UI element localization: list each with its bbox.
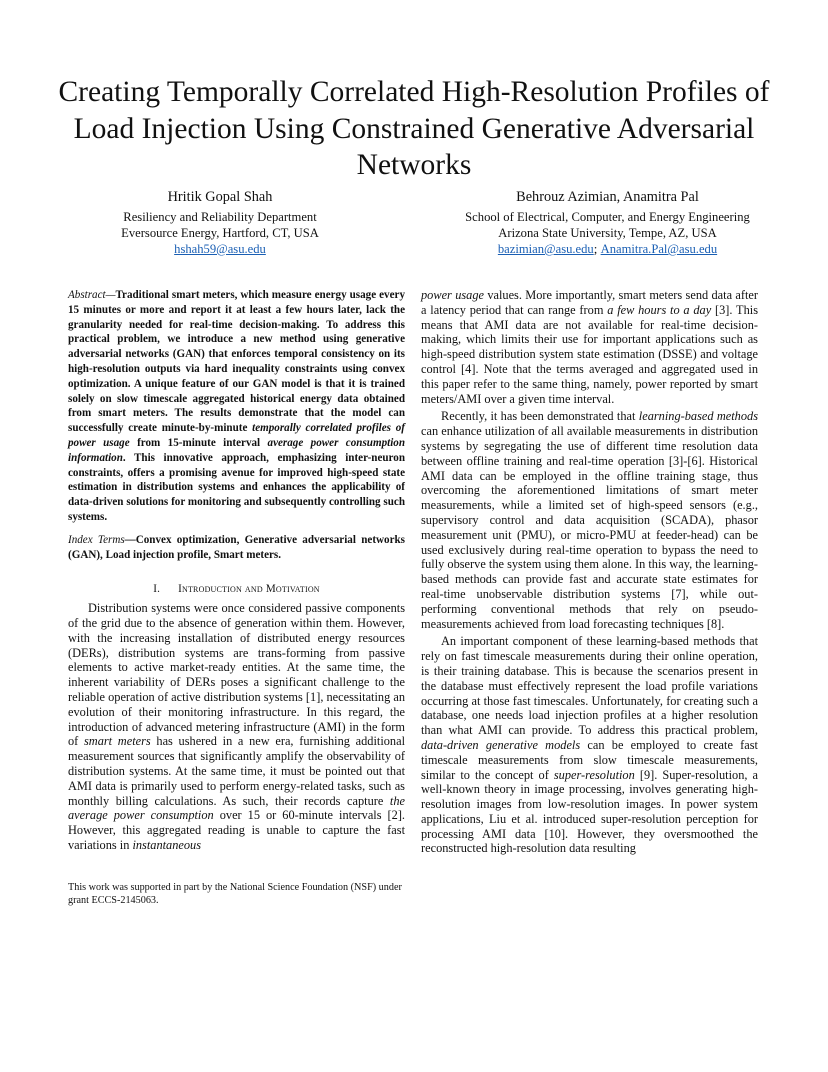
paragraph-emphasis: learning-based methods bbox=[638, 409, 758, 424]
abstract-text: . This innovative approach, emphasizing inter-neuron constraints, offers a promising avenue for improved high-speed state estimation in distribution systems and enhances the applicability of data-driven solutions for monitoring and subsequently controlling such systems. bbox=[68, 451, 405, 523]
paragraph-emphasis: the average power consumption bbox=[68, 793, 405, 823]
paragraph-text: [9]. Super-resolution, a well-known theory in image processing, involves generating high-resolution images from low-resolution images. In power system applications, Liu et al. introduced super-resolution perception for processing AMI data [10]. However, they oversmoothed the reconstructed high-resolution data resulting bbox=[421, 767, 758, 856]
index-terms-label: Index Terms bbox=[68, 533, 125, 546]
body-paragraph bbox=[421, 634, 758, 856]
paper-title: Creating Temporally Correlated High-Resolution Profiles of Load Injection Using Constrained Generative Adversarial Networks bbox=[58, 76, 770, 181]
abstract bbox=[68, 288, 405, 525]
abstract-text: from 15-minute interval bbox=[129, 436, 268, 449]
author-name: Hritik Gopal Shah bbox=[167, 189, 273, 205]
author-block-left bbox=[70, 188, 370, 258]
author-affiliation: Resiliency and Reliability Department bbox=[123, 210, 317, 224]
paragraph-emphasis: instantaneous bbox=[132, 837, 202, 852]
abstract-emphasis: average power consumption information bbox=[68, 436, 405, 464]
author-affiliation: School of Electrical, Computer, and Energy Engineering bbox=[465, 210, 750, 224]
paragraph-emphasis: power usage bbox=[421, 288, 484, 302]
paragraph-text: has ushered in a new era, furnishing additional measurement sources that significantly amplify the observability of distribution systems. At the same time, it must be pointed out that AMI data is primarily used to perform energy-related tasks, such as monthly billing calculations. As such, their records capture bbox=[68, 734, 406, 808]
author-email-link[interactable]: Anamitra.Pal@asu.edu bbox=[600, 242, 718, 256]
email-separator: ; bbox=[593, 241, 601, 256]
abstract-emphasis: temporally correlated profiles of power usage bbox=[68, 422, 405, 449]
section-heading bbox=[68, 582, 405, 597]
index-terms-dash: — bbox=[124, 533, 136, 546]
index-terms-text: Convex optimization, Generative adversarial networks (GAN), Load injection profile, Smart meters. bbox=[68, 533, 405, 561]
paragraph-text: [3]. This means that AMI data are not available for real-time decision-making, which limits their use for important applications such as high-speed distribution system state estimation (DSSE) and voltage control [4]. Note that the terms averaged and aggregated used in this paper refer to the same thing, namely, power reported by smart meters/AMI over a given time interval. bbox=[421, 302, 758, 406]
author-affiliation-location: Eversource Energy, Hartford, CT, USA bbox=[121, 225, 319, 240]
author-email-link[interactable]: hshah59@asu.edu bbox=[174, 242, 266, 256]
section-number: I. bbox=[153, 583, 161, 596]
author-email-link[interactable]: bazimian@asu.edu bbox=[497, 242, 594, 256]
section-title: Introduction and Motivation bbox=[178, 583, 320, 596]
paragraph-emphasis: data-driven generative models bbox=[421, 737, 581, 752]
paragraph-emphasis: super-resolution bbox=[553, 767, 635, 782]
body-paragraph bbox=[68, 601, 405, 853]
paragraph-text: over 15 or 60-minute intervals [2]. However, this aggregated reading is unable to capture the fast variations in bbox=[68, 808, 406, 852]
abstract-text: Traditional smart meters, which measure energy usage every 15 minutes or more and report it at least a few hours later, lack the granularity needed for real-time decision-making. To address this practical problem, we introduce a new method using generative adversarial networks (GAN) that enforces temporal consistency on its high-resolution outputs via hard inequality constraints using convex optimization. A unique feature of our GAN model is that it is trained solely on slow timescale aggregated historical energy data obtained from smart meters. The results demonstrate that the model can successfully create minute-by-minute bbox=[68, 289, 405, 435]
author-name: Behrouz Azimian, Anamitra Pal bbox=[516, 189, 699, 205]
author-block-right bbox=[440, 188, 775, 258]
body-paragraph bbox=[421, 409, 758, 631]
paragraph-emphasis: smart meters bbox=[83, 734, 151, 749]
paragraph-text: values. More importantly, smart meters send data after a latency period that can range from bbox=[421, 288, 759, 317]
abstract-label: Abstract bbox=[68, 289, 106, 301]
paragraph-text: Recently, it has been demonstrated that bbox=[441, 409, 639, 424]
left-column bbox=[68, 288, 405, 853]
abstract-dash: — bbox=[105, 289, 116, 301]
author-affiliation-location: Arizona State University, Tempe, AZ, USA bbox=[498, 225, 717, 240]
body-paragraph bbox=[421, 288, 758, 406]
right-column bbox=[421, 288, 758, 856]
footnote: This work was supported in part by the National Science Foundation (NSF) under grant ECCS-2145063. bbox=[68, 882, 402, 906]
paragraph-text: can be employed to create fast timescale measurements from slow timescale measurements, similar to the concept of bbox=[421, 737, 758, 782]
paragraph-emphasis: a few hours to a day bbox=[607, 302, 712, 317]
paragraph-text: An important component of these learning-based methods that rely on fast timescale measurements during their online operation, is their training database. This is because the scenarios present in the database must effectively represent the load profile variations occurring at those fast timescales. Unfortunately, for creating such a database, one needs load injection profiles at a higher resolution than what AMI can provide. To address this practical problem, bbox=[421, 634, 758, 738]
paragraph-text: Distribution systems were once considered passive components of the grid due to the absence of generation within them. However, with the increasing installation of distributed energy resources (DERs), distribution systems are trans-forming from passive elements to active market-ready entities. At the same time, the inherent variability of DERs poses a significant challenge to the reliable operation of active distribution systems [1], necessitating an evolution of their monitoring infrastructure. In this regard, the introduction of advanced metering infrastructure (AMI) in the form of bbox=[68, 601, 405, 749]
index-terms bbox=[68, 533, 405, 563]
paragraph-text: can enhance utilization of all available measurements in distribution systems by segregating the use of different time resolution data between offline training and real-time operation [3]-[6]. Historical AMI data can be employed in the offline training stage, thus overcoming the aforementioned limitations of smart meter measurements, while a limited set of high-speed sensors (e.g., supervisory control and data acquisition (SCADA), phasor measurement unit (PMU), or micro-PMU at feeder-head) can be used exclusively during real-time operation to bypass the need to fully observe the system using them alone. In this way, the learning-based methods can provide fast and accurate state estimates for real-time unobservable distribution systems [7], while out-performing conventional methods that rely on pseudo-measurements achieved from load forecasting techniques [8]. bbox=[421, 424, 758, 631]
